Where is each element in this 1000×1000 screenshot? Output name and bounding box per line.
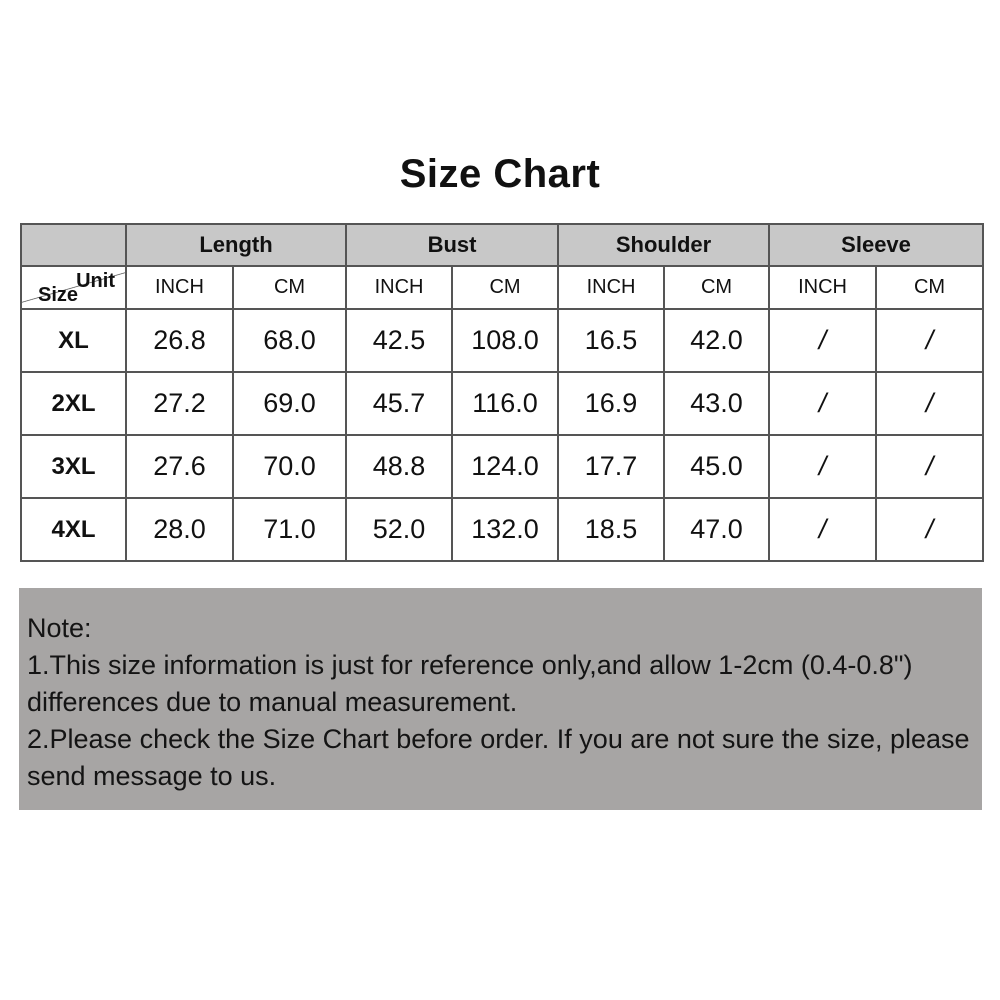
unit-header-cell: CM bbox=[452, 266, 558, 309]
size-label-cell: XL bbox=[21, 309, 126, 372]
table-cell: 17.7 bbox=[558, 435, 664, 498]
size-label-cell: 2XL bbox=[21, 372, 126, 435]
unit-header-cell: CM bbox=[876, 266, 983, 309]
unit-corner-label: Unit bbox=[76, 270, 115, 292]
unit-header-cell: INCH bbox=[346, 266, 452, 309]
page-title: Size Chart bbox=[399, 152, 601, 196]
unit-header-cell: CM bbox=[233, 266, 346, 309]
table-cell: 70.0 bbox=[233, 435, 346, 498]
size-table bbox=[20, 223, 984, 562]
table-cell: 28.0 bbox=[126, 498, 233, 561]
table-cell: / bbox=[876, 309, 983, 372]
group-header-length: Length bbox=[126, 224, 346, 266]
note-line-1: 1.This size information is just for reference only,and allow 1-2cm (0.4-0.8") differences due to manual measurement. bbox=[27, 650, 913, 717]
table-cell: 108.0 bbox=[452, 309, 558, 372]
table-cell: 48.8 bbox=[346, 435, 452, 498]
table-cell: 45.7 bbox=[346, 372, 452, 435]
table-row bbox=[21, 309, 983, 372]
unit-header-row bbox=[21, 266, 983, 309]
table-cell: 124.0 bbox=[452, 435, 558, 498]
table-cell: 27.2 bbox=[126, 372, 233, 435]
table-cell: 16.9 bbox=[558, 372, 664, 435]
size-corner-label: Size bbox=[38, 284, 79, 306]
table-row bbox=[21, 498, 983, 561]
group-header-row bbox=[21, 224, 983, 266]
table-cell: 69.0 bbox=[233, 372, 346, 435]
size-unit-corner-cell bbox=[21, 266, 126, 309]
table-cell: 132.0 bbox=[452, 498, 558, 561]
size-label-cell: 3XL bbox=[21, 435, 126, 498]
table-cell: / bbox=[876, 435, 983, 498]
table-cell: 52.0 bbox=[346, 498, 452, 561]
group-header-shoulder: Shoulder bbox=[558, 224, 769, 266]
unit-header-cell: INCH bbox=[769, 266, 876, 309]
table-cell: / bbox=[769, 372, 876, 435]
table-cell: 42.0 bbox=[664, 309, 769, 372]
table-cell: 26.8 bbox=[126, 309, 233, 372]
table-cell: 68.0 bbox=[233, 309, 346, 372]
unit-header-cell: INCH bbox=[126, 266, 233, 309]
table-cell: / bbox=[876, 372, 983, 435]
group-header-bust: Bust bbox=[346, 224, 558, 266]
table-cell: 71.0 bbox=[233, 498, 346, 561]
table-cell: 27.6 bbox=[126, 435, 233, 498]
note-heading: Note: bbox=[27, 613, 92, 643]
size-label-cell: 4XL bbox=[21, 498, 126, 561]
table-row bbox=[21, 372, 983, 435]
table-cell: / bbox=[769, 309, 876, 372]
note-box bbox=[19, 588, 982, 810]
table-cell: 47.0 bbox=[664, 498, 769, 561]
table-cell: 16.5 bbox=[558, 309, 664, 372]
group-header-sleeve: Sleeve bbox=[769, 224, 983, 266]
table-cell: / bbox=[769, 498, 876, 561]
table-cell: 116.0 bbox=[452, 372, 558, 435]
note-line-2: 2.Please check the Size Chart before order. If you are not sure the size, please send message to us. bbox=[27, 724, 970, 791]
table-cell: 18.5 bbox=[558, 498, 664, 561]
table-cell: 45.0 bbox=[664, 435, 769, 498]
unit-header-cell: INCH bbox=[558, 266, 664, 309]
table-row bbox=[21, 435, 983, 498]
table-cell: 42.5 bbox=[346, 309, 452, 372]
table-cell: / bbox=[876, 498, 983, 561]
unit-header-cell: CM bbox=[664, 266, 769, 309]
corner-blank-cell bbox=[21, 224, 126, 266]
table-cell: 43.0 bbox=[664, 372, 769, 435]
table-cell: / bbox=[769, 435, 876, 498]
